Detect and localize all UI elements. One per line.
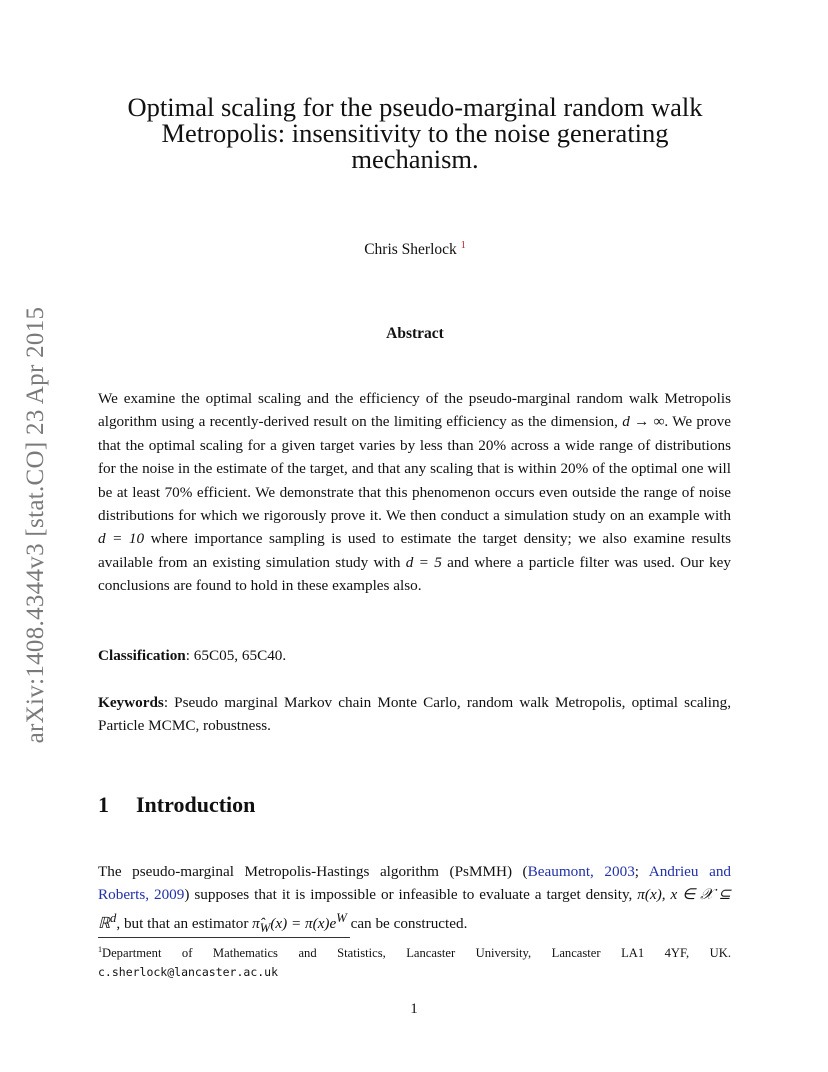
- author-footnote-link[interactable]: 1: [460, 240, 466, 251]
- page-number: 1: [410, 1001, 418, 1017]
- footnote: [98, 940, 731, 982]
- math-subscript: W: [259, 920, 271, 935]
- abstract-segment: We examine the optimal scaling and the efficiency of the pseudo-marginal random walk Metropolis algorithm using a recently-derived result on the limiting efficiency as the dimension,: [98, 390, 731, 431]
- footnote-mark: 1: [98, 945, 102, 954]
- classification-label: Classification: [98, 647, 186, 664]
- title-line: Optimal scaling for the pseudo-marginal random walk: [127, 92, 703, 122]
- intro-segment: ;: [634, 863, 649, 880]
- math-inline: d → ∞: [622, 413, 665, 431]
- title-line: mechanism.: [351, 144, 479, 174]
- keywords-label: Keywords: [98, 694, 164, 711]
- section-heading: [98, 792, 255, 818]
- keywords-line: [98, 691, 731, 738]
- author-line: [100, 240, 730, 259]
- paper-title: [100, 94, 730, 172]
- intro-segment: , but that an estimator: [116, 914, 253, 932]
- intro-segment: can be constructed.: [346, 914, 468, 932]
- math-inline: π(x), x ∈ 𝒳 ⊆ ℝ: [98, 886, 732, 932]
- keywords-value: : Pseudo marginal Markov chain Monte Carlo, random walk Metropolis, optimal scaling, Particle MCMC, robustness.: [98, 694, 731, 735]
- author-name: Chris Sherlock: [364, 241, 457, 258]
- footnote-email: c.sherlock@lancaster.ac.uk: [98, 965, 279, 979]
- footnote-affiliation: Department of Mathematics and Statistics, Lancaster University, Lancaster LA1 4YF, UK.: [102, 946, 731, 960]
- introduction-paragraph: [98, 860, 731, 940]
- abstract-text: [98, 387, 731, 598]
- intro-segment: The pseudo-marginal Metropolis-Hastings algorithm (PsMMH) (: [98, 863, 528, 880]
- citation-link-beaumont[interactable]: Beaumont, 2003: [527, 863, 635, 880]
- footnote-divider: [98, 937, 350, 938]
- intro-segment: ) supposes that it is impossible or infeasible to evaluate a target density,: [184, 886, 638, 904]
- abstract-segment: . We prove that the optimal scaling for a given target varies by less than 20% across a wide range of distributions for the noise in the estimate of the target, and that any scaling that is within 20% of the optimal one will be at least 70% efficient. We demonstrate that this phenomenon occurs even outside the range of noise distributions for which we rigorously prove it. We then conduct a simulation study on an example with: [98, 413, 731, 525]
- section-number: 1: [98, 792, 109, 817]
- section-title: Introduction: [136, 792, 256, 817]
- abstract-segment: and where a particle filter was used. Our key conclusions are found to hold in these examples also.: [98, 553, 732, 595]
- abstract-heading: Abstract: [386, 325, 444, 342]
- classification-line: [98, 644, 731, 667]
- math-superscript: W: [336, 910, 347, 925]
- math-inline: (x) = π(x)e: [270, 914, 337, 932]
- math-superscript: d: [110, 910, 117, 925]
- arxiv-identifier-stamp: arXiv:1408.4344v3 [stat.CO] 23 Apr 2015: [22, 306, 49, 744]
- math-inline: d = 10: [98, 530, 145, 548]
- citation-link-andrieu-roberts[interactable]: Andrieu and Roberts, 2009: [98, 863, 732, 904]
- title-line: Metropolis: insensitivity to the noise generating: [161, 118, 669, 148]
- math-inline: π̂: [252, 914, 260, 932]
- abstract-segment: where importance sampling is used to estimate the target density; we also examine results available from an existing simulation study with: [98, 530, 732, 571]
- math-inline: d = 5: [405, 553, 442, 571]
- classification-value: : 65C05, 65C40.: [185, 647, 287, 664]
